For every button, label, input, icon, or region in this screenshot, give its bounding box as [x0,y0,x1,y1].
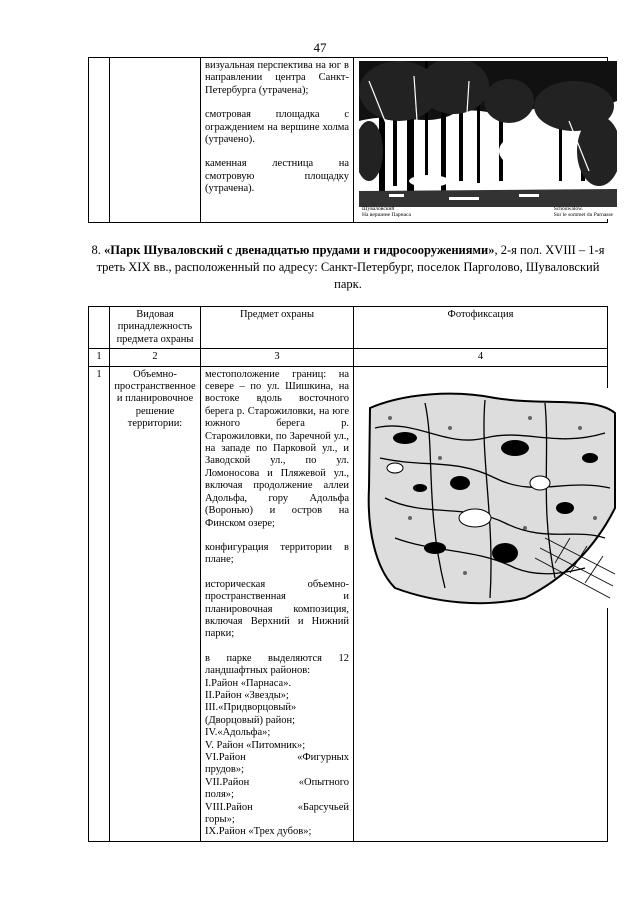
section-details: , 2-я пол. XVIII – 1-я треть XIX вв., расположенный по адресу: Санкт-Петербург, поселок Парголово, Шуваловский парк. [96,243,605,291]
list-item-part: «Фигурных [297,752,349,763]
list-item: прудов»; [205,764,245,776]
list-item: горы»; [205,814,235,826]
row-number: 1 [89,366,110,841]
continuation-table [88,57,613,223]
number-cell [89,58,110,223]
park-plan-drawing [365,388,617,608]
row-subject [201,366,354,841]
subject-paragraph: историческая объемно-пространственная и планировочная композиция, включая Верхний и Нижний парки; [205,578,349,640]
column-number: 1 [89,349,110,366]
column-number: 3 [201,349,354,366]
caption-right [554,206,613,218]
subject-item: смотровая площадка с ограждением на вершине холма (утрачено). [205,109,349,146]
caption-line: Sur le sommet du Parnasse [553,212,613,218]
table-header-row [89,307,608,349]
districts-list [205,678,349,839]
list-item [205,752,349,764]
list-item-part: «Барсучьей [297,801,349,813]
list-item-part: VIII.Район [205,801,253,813]
list-item: IX.Район «Трех дубов»; [205,826,312,838]
districts-intro: в парке выделяются 12 ландшафтных районов: [205,652,349,677]
subject-item: визуальная перспектива на юг в направлении центра Санкт-Петербурга (утрачена); [205,60,349,96]
list-item-part: VI.Район [205,752,246,763]
caption-line: Шуваловский [362,206,395,212]
caption-line: На вершине Парнаса [362,212,411,218]
page-number: 47 [313,40,327,55]
caption-line: Schouwalow. [553,206,584,212]
column-number: 4 [354,349,608,366]
table-row [89,366,608,841]
list-item-part: VII.Район [205,776,250,788]
image-caption [359,207,617,219]
list-item: V. Район «Питомник»; [205,739,306,751]
list-item: II.Район «Звезды»; [205,689,289,701]
section-title: «Парк Шуваловский с двенадцатью прудами и гидросооружениями» [104,243,495,257]
photo-cell [354,366,608,841]
photo-cell [354,58,613,223]
subject-item: каменная лестница на смотровую площадку (утрачена). [205,158,349,195]
subject-cell [201,58,354,223]
list-item: IV.«Адольфа»; [205,727,271,739]
caption-left [362,206,411,218]
list-item-part: «Опытного [298,776,349,788]
header-category: Видовая принадлежность предмета охраны [110,307,201,349]
column-number-row [89,349,608,366]
header-number [89,307,110,349]
section-heading [88,242,608,293]
category-cell [110,58,201,223]
engraving-drawing [359,61,617,207]
header-subject: Предмет охраны [201,307,354,349]
list-item [205,802,349,814]
table-row [89,58,608,223]
section-number: 8. [91,243,101,257]
header-photo: Фотофиксация [354,307,608,349]
list-item: III.«Придворцовый» (Дворцовый) район; [205,702,297,726]
list-item: I.Район «Парнаса». [205,677,292,689]
list-item: поля»; [205,789,234,801]
row-category: Объемно-пространственное и планировочное решение территории: [110,366,201,841]
list-item [205,777,349,789]
subject-paragraph: конфигурация территории в плане; [205,541,349,566]
column-number: 2 [110,349,201,366]
protection-table [88,306,608,842]
subject-paragraph: местоположение границ: на севере – по ул. Шишкина, на востоке вдоль восточного берега р. Старожиловки, на юге южного берега р. Старожиловки, по Заречной ул., на западе по Парковой ул., и Заводской ул., по ул. Ломоносова и Пляжевой ул., включая продолжение аллеи Адольфа, гору Адольфа (Воронью) и остров на Финском озере; [205,368,349,529]
park-engraving-image [359,61,617,219]
park-plan-image [365,388,617,608]
